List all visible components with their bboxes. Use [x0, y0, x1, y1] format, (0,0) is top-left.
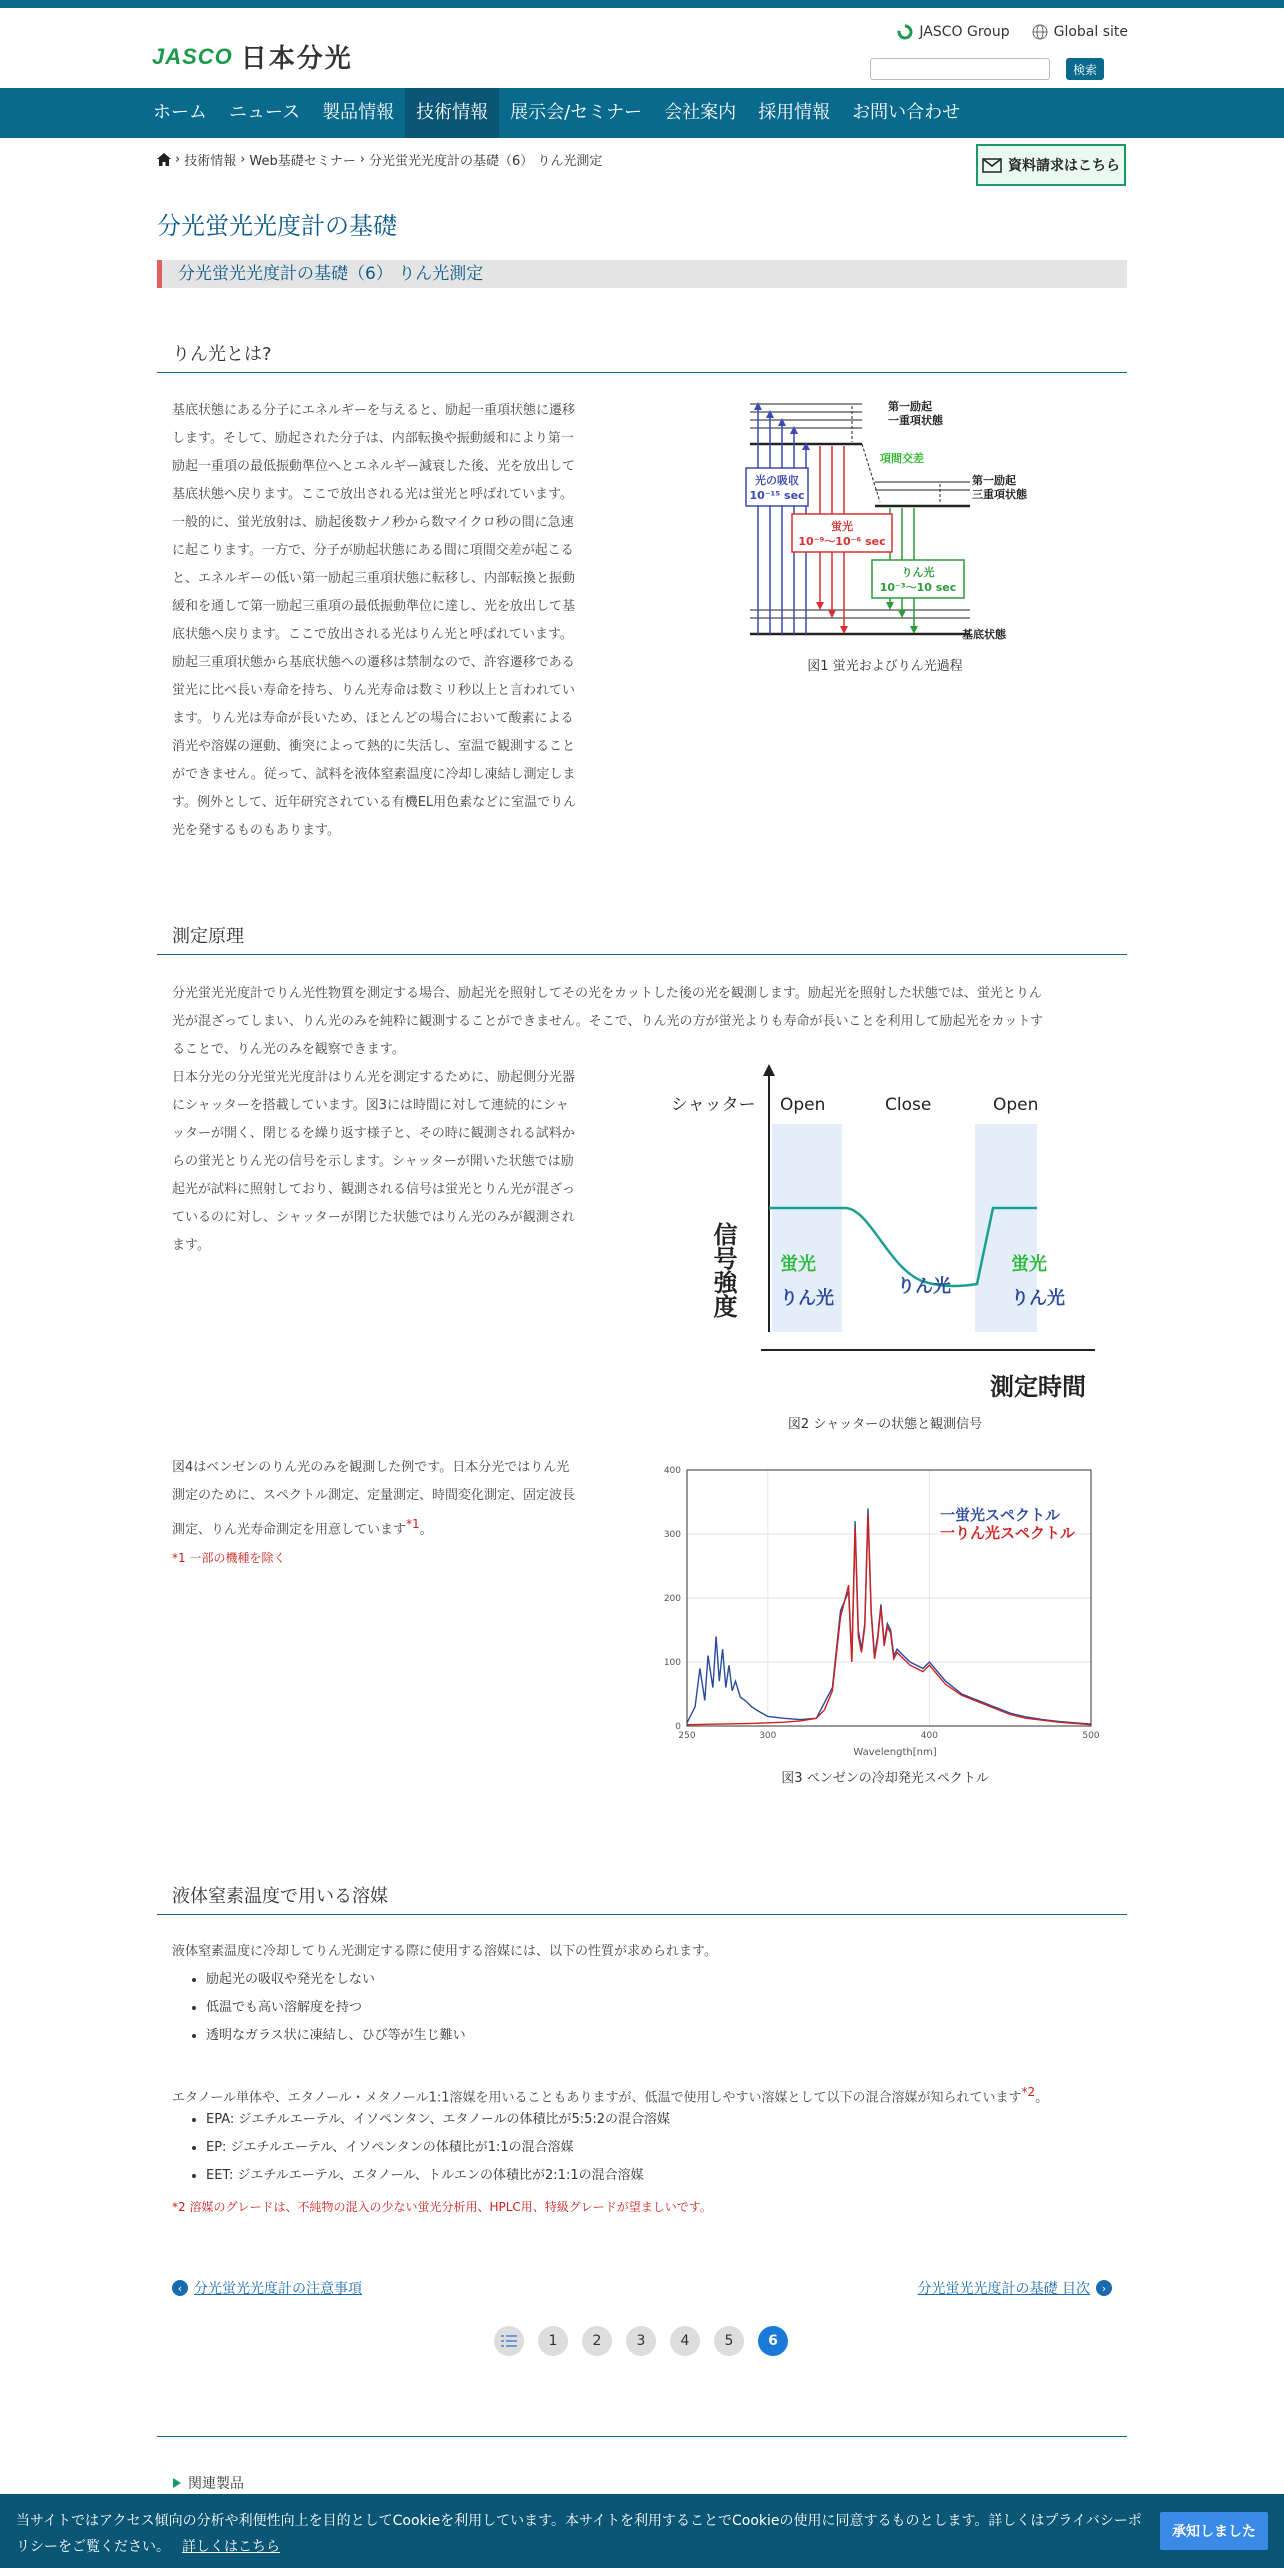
text-line: にシャッターを搭載しています。図3には時間に対して連続的にシャ: [172, 1098, 569, 1113]
text-line: 光を発するものもあります。: [172, 823, 340, 838]
chevron-right-icon: ›: [359, 152, 365, 167]
text-line: 励起一重項の最低振動準位へとエネルギー減衰した後、光を放出して: [172, 459, 576, 474]
page-title: 分光蛍光光度計の基礎: [157, 212, 397, 240]
signal-intensity-label: 信号強度: [709, 1222, 737, 1318]
page-6-current[interactable]: 6: [758, 2326, 788, 2356]
search-button[interactable]: 検索: [1066, 58, 1104, 80]
close-label: Close: [885, 1095, 932, 1115]
text-line: 底状態へ戻ります。ここで放出される光はりん光と呼ばれています。: [172, 627, 573, 642]
global-site-label: Global site: [1053, 24, 1128, 40]
series-line: [687, 1515, 1091, 1725]
s1-label: 一重項状態: [888, 414, 943, 427]
phosphorescence-time: 10⁻³～10 sec: [879, 581, 957, 594]
text-line-part: エタノール単体や、エタノール・メタノール1:1溶媒を用いることもありますが、低温で使用しやすい溶媒として以下の混合溶媒が知られています: [172, 2090, 1022, 2106]
text-line-part: 。: [419, 1522, 433, 1538]
triangle-right-icon: [172, 2478, 182, 2488]
footnote-ref: *2: [1021, 2085, 1036, 2099]
text-line: ることで、りん光のみを観察できます。: [172, 1042, 405, 1057]
text-line: す。例外として、近年研究されている有機EL用色素などに室温でりん: [172, 795, 577, 810]
shutter-label: シャッター: [671, 1095, 756, 1115]
figure2-caption: 図2 シャッターの状態と観測信号: [787, 1417, 983, 1432]
section2-intro: [172, 980, 1132, 1064]
related-products-toggle[interactable]: [172, 2473, 244, 2493]
y-tick-label: 0: [675, 1722, 681, 1732]
nav-careers[interactable]: 採用情報: [758, 102, 831, 123]
global-site-link[interactable]: [1032, 24, 1128, 40]
nav-products[interactable]: 製品情報: [322, 102, 395, 123]
absorption-time: 10⁻¹⁵ sec: [749, 489, 805, 502]
jasco-group-icon: [897, 24, 913, 40]
pagination: [494, 2326, 788, 2356]
open-label: Open: [993, 1095, 1039, 1115]
text-line: 消光や溶媒の運動、衝突によって熱的に失活し、室温で観測すること: [172, 739, 576, 754]
text-line: 緩和を通して第一励起三重項の最低振動準位に達し、光を放出して基: [172, 599, 576, 614]
site-logo[interactable]: [152, 38, 353, 75]
figure3-caption: 図3 ベンゼンの冷却発光スペクトル: [781, 1771, 989, 1786]
nav-contact[interactable]: お問い合わせ: [852, 102, 961, 123]
shutter-signal-diagram: [665, 1062, 1105, 1402]
section2-benzene-text: [172, 1454, 622, 1572]
footer-divider: [157, 2436, 1127, 2437]
text-line: 日本分光の分光蛍光光度計はりん光を測定するために、励起側分光器: [172, 1070, 576, 1085]
chevron-right-icon: ›: [240, 152, 246, 167]
x-tick-label: 300: [759, 1731, 777, 1741]
next-page-link[interactable]: [918, 2278, 1112, 2298]
top-accent-bar: [0, 0, 1284, 8]
text-line: ます。りん光は寿命が長いため、ほとんどの場合において酸素による: [172, 711, 574, 726]
absorption-label: 光の吸収: [755, 474, 799, 487]
phosphorescence-label: りん光: [1011, 1288, 1065, 1309]
text-line: ができません。従って、試料を液体窒素温度に冷却し凍結し測定しま: [172, 767, 576, 782]
list-item: • EP: ジエチルエーテル、イソペンタンの体積比が1:1の混合溶媒: [206, 2134, 670, 2162]
text-line: 測定のために、スペクトル測定、定量測定、時間変化測定、固定波長: [172, 1488, 576, 1503]
text-line-part: 。: [1035, 2090, 1049, 2106]
section1-text: [172, 397, 622, 845]
text-line: 起光が試料に照射しており、観測される信号は蛍光とりん光が混ざっ: [172, 1182, 576, 1197]
s1-label: 第一励起: [888, 400, 932, 413]
breadcrumb-tech-info[interactable]: 技術情報: [184, 154, 237, 169]
nav-news[interactable]: ニュース: [229, 102, 301, 123]
cookie-text: [16, 2508, 1146, 2560]
benzene-spectrum-chart: [655, 1450, 1115, 1760]
list-index-icon[interactable]: [494, 2326, 524, 2356]
text-line: 図4はベンゼンのりん光のみを観測した例です。日本分光ではりん光: [172, 1460, 570, 1475]
request-materials-button[interactable]: [976, 144, 1126, 186]
text-line: 分光蛍光光度計でりん光性物質を測定する場合、励起光を照射してその光をカットした後の光を観測します。励起光を照射した状態では、蛍光とりん: [172, 986, 1042, 1001]
jablonski-diagram: [740, 392, 1030, 652]
section-heading-measurement-principle: 測定原理: [157, 922, 1127, 955]
text-line: ます。: [172, 1238, 210, 1253]
footnote-ref: *1: [406, 1517, 420, 1531]
breadcrumb-current: 分光蛍光光度計の基礎（6） りん光測定: [368, 154, 603, 169]
globe-icon: [1032, 24, 1048, 40]
cookie-message: 当サイトではアクセス傾向の分析や利便性向上を目的としてCookieを利用しています。本サイトを利用することでCookieの使用に同意するものとします。詳しくはプライバシーポリシーをご覧ください。: [16, 2513, 1142, 2555]
site-header: [0, 8, 1284, 88]
page-3[interactable]: 3: [626, 2326, 656, 2356]
chevron-right-icon: ›: [1096, 2280, 1112, 2296]
text-line: 基底状態にある分子にエネルギーを与えると、励起一重項状態に遷移: [172, 403, 576, 418]
nav-tech-info[interactable]: 技術情報: [405, 88, 499, 138]
breadcrumb-web-seminar[interactable]: Web基礎セミナー: [249, 154, 356, 169]
text-line-part: 測定、りん光寿命測定を用意しています: [172, 1522, 407, 1538]
text-line: 一般的に、蛍光放射は、励起後数ナノ秒から数マイクロ秒の間に急速: [172, 515, 574, 530]
jasco-group-link[interactable]: [897, 24, 1009, 40]
home-icon[interactable]: [157, 153, 171, 166]
footnote-1: *1 一部の機種を除く: [172, 1551, 286, 1566]
list-item: • EET: ジエチルエーテル、エタノール、トルエンの体積比が2:1:1の混合溶媒: [206, 2162, 670, 2190]
solvent-intro: 液体窒素温度に冷却してりん光測定する際に使用する溶媒には、以下の性質が求められます。: [172, 1944, 717, 1959]
prev-page-label: 分光蛍光光度計の注意事項: [194, 2281, 362, 2297]
mixed-solvents-list: [172, 2106, 670, 2190]
breadcrumb: [157, 150, 602, 169]
fluorescence-time: 10⁻⁹～10⁻⁶ sec: [798, 535, 886, 548]
cookie-banner: [0, 2494, 1284, 2568]
request-materials-label: 資料請求はこちら: [1008, 158, 1120, 174]
y-tick-label: 300: [663, 1530, 681, 1540]
search-input[interactable]: [870, 58, 1050, 80]
list-item: • 透明なガラス状に凍結し、ひび等が生じ難い: [206, 2022, 466, 2050]
y-tick-label: 200: [663, 1594, 681, 1604]
page-5[interactable]: 5: [714, 2326, 744, 2356]
cookie-accept-button[interactable]: 承知しました: [1160, 2512, 1268, 2550]
text-line: に起こります。一方で、分子が励起状態にある間に項間交差が起こる: [172, 543, 574, 558]
page-2[interactable]: 2: [582, 2326, 612, 2356]
page-subtitle: 分光蛍光光度計の基礎（6） りん光測定: [157, 260, 1127, 288]
fluorescence-label: 蛍光: [780, 1254, 816, 1275]
jasco-group-label: JASCO Group: [919, 24, 1010, 40]
section2-shutter-text: [172, 1064, 622, 1260]
related-products-label: 関連製品: [188, 2476, 244, 2492]
x-axis-label: Wavelength[nm]: [853, 1747, 937, 1758]
section-heading-what-is-phosphorescence: りん光とは?: [157, 340, 1127, 373]
ground-state-label: 基底状態: [962, 628, 1006, 641]
figure1-caption: 図1 蛍光およびりん光過程: [807, 659, 963, 674]
x-tick-label: 400: [920, 1731, 938, 1741]
open-label: Open: [780, 1095, 826, 1115]
section-heading-solvents: 液体窒素温度で用いる溶媒: [157, 1882, 1127, 1915]
logo-jp: 日本分光: [240, 44, 353, 74]
cookie-details-link[interactable]: 詳しくはこちら: [182, 2539, 280, 2555]
phosphorescence-label: りん光: [901, 566, 935, 579]
footnote-2: *2 溶媒のグレードは、不純物の混入の少ない蛍光分析用、HPLC用、特級グレードが望ましいです。: [172, 2200, 712, 2214]
nav-home[interactable]: ホーム: [153, 102, 207, 123]
fluorescence-label: 蛍光: [1011, 1254, 1047, 1275]
logo-en: JASCO: [152, 43, 233, 69]
text-line: らの蛍光とりん光の信号を示します。シャッターが開いた状態では励: [172, 1154, 574, 1169]
fluorescence-label: 蛍光: [831, 520, 853, 533]
main-nav: [0, 88, 1284, 138]
chevron-right-icon: ›: [175, 152, 181, 167]
phosphorescence-label: りん光: [780, 1288, 834, 1309]
legend-entry: 一蛍光スペクトル: [940, 1506, 1061, 1524]
x-tick-label: 250: [678, 1731, 696, 1741]
isc-label: 項間交差: [880, 452, 924, 465]
text-line: 基底状態へ戻ります。ここで放出される光は蛍光と呼ばれています。: [172, 487, 573, 502]
phosphorescence-label: りん光: [897, 1276, 951, 1297]
text-line: 光が混ざってしまい、りん光のみを純粋に観測することができません。そこで、りん光の方が蛍光よりも寿命が長いことを利用して励起光をカットす: [172, 1014, 1044, 1029]
t1-label: 三重項状態: [972, 488, 1027, 501]
text-line: [172, 1510, 622, 1544]
text-line: します。そして、励起された分子は、内部転換や振動緩和により第一: [172, 431, 574, 446]
text-line: 励起三重項状態から基底状態への遷移は禁制なので、許容遷移である: [172, 655, 575, 670]
page-4[interactable]: 4: [670, 2326, 700, 2356]
next-page-label: 分光蛍光光度計の基礎 目次: [917, 2281, 1090, 2297]
chevron-left-icon: ‹: [172, 2280, 188, 2296]
mail-icon: [982, 158, 1002, 173]
solvent-properties-list: [172, 1966, 466, 2050]
page-1[interactable]: 1: [538, 2326, 568, 2356]
text-line: 蛍光に比べ長い寿命を持ち、りん光寿命は数ミリ秒以上と言われてい: [172, 683, 576, 698]
text-line: と、エネルギーの低い第一励起三重項状態に転移し、内部転換と振動: [172, 571, 576, 586]
text-line: ているのに対し、シャッターが閉じた状態ではりん光のみが観測され: [172, 1210, 575, 1225]
measurement-time-label: 測定時間: [990, 1373, 1086, 1401]
t1-label: 第一励起: [972, 474, 1016, 487]
list-item: • EPA: ジエチルエーテル、イソペンタン、エタノールの体積比が5:5:2の混合溶媒: [206, 2106, 670, 2134]
list-item: • 低温でも高い溶解度を持つ: [206, 1994, 466, 2022]
nav-company[interactable]: 会社案内: [664, 102, 737, 123]
prev-page-link[interactable]: [172, 2278, 362, 2298]
legend-entry: 一りん光スペクトル: [940, 1524, 1076, 1542]
y-tick-label: 400: [663, 1466, 681, 1476]
y-tick-label: 100: [663, 1658, 681, 1668]
nav-events[interactable]: 展示会/セミナー: [510, 102, 643, 123]
x-tick-label: 500: [1082, 1731, 1100, 1741]
text-line: ッターが開く、閉じるを繰り返す様子と、その時に観測される試料か: [172, 1126, 575, 1141]
list-item: • 励起光の吸収や発光をしない: [206, 1966, 466, 1994]
